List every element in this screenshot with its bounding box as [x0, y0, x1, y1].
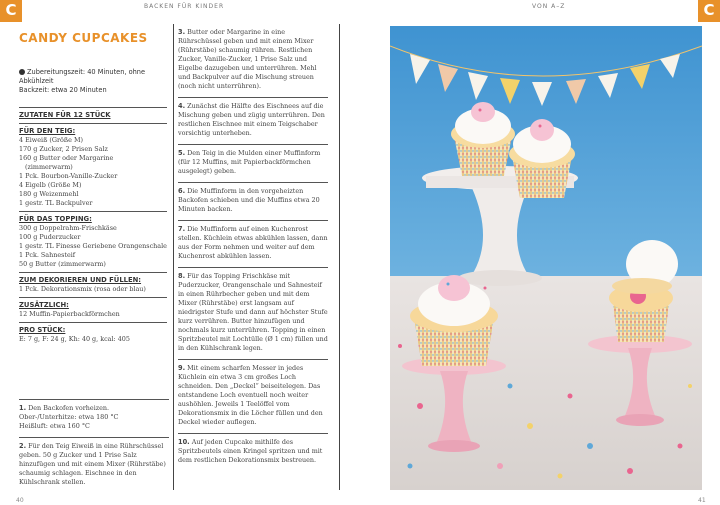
topping-heading: FÜR DAS TOPPING:	[19, 211, 167, 224]
step-5: 5. Den Teig in die Mulden einer Muffinform (für 12 Muffins, mit Papierbackförmchen ausgelegt) geben.	[178, 144, 328, 176]
clock-icon	[19, 69, 25, 75]
ingredient-line: 1 Pck. Bourbon-Vanille-Zucker	[19, 172, 118, 180]
ingredient-line: 12 Muffin-Papierbackförmchen	[19, 310, 120, 318]
page-number-left: 40	[16, 497, 24, 504]
nutrition-heading: PRO STÜCK:	[19, 322, 167, 335]
steps-column-2	[178, 28, 328, 471]
ingredient-line: 160 g Butter oder Margarine	[19, 154, 114, 162]
ingredient-line: 100 g Puderzucker	[19, 233, 81, 241]
ingredient-line: 4 Eiweiß (Größe M)	[19, 136, 84, 144]
running-head-right: VON A–Z	[532, 3, 566, 10]
ingredient-line: 300 g Doppelrahm-Frischkäse	[19, 224, 117, 232]
step-1: 1. Den Backofen vorheizen. Ober-/Unterhitze: etwa 180 °C Heißluft: etwa 160 °C	[19, 399, 169, 431]
page-edge-divider	[339, 24, 340, 490]
index-tab-left: C	[0, 0, 22, 22]
ingredients-column	[19, 104, 167, 344]
step-3: 3. Butter oder Margarine in eine Rührschüssel geben und mit einem Mixer (Rührstäbe) schaumig rühren. Restlichen Zucker, Vanille-Zucker, 1 Prise Salz und Eigelbe dazugeben und unterrühren. Mehl und Backpulver auf die Mischung streuen (noch nicht unterrühren).	[178, 28, 317, 90]
ingredient-line: 1 gestr. TL Finesse Geriebene Orangenschale	[19, 242, 167, 250]
ingredient-line: 180 g Weizenmehl	[19, 190, 79, 198]
extra-heading: ZUSÄTZLICH:	[19, 297, 167, 310]
right-page	[360, 0, 720, 505]
ingredients-yield: ZUTATEN FÜR 12 STÜCK	[19, 107, 167, 120]
nutrition-line: E: 7 g, F: 24 g, Kh: 40 g, kcal: 405	[19, 335, 130, 343]
ingredient-line: 1 Pck. Sahnesteif	[19, 251, 76, 259]
running-head-left: BACKEN FÜR KINDER	[144, 3, 225, 10]
recipe-meta	[19, 68, 169, 95]
recipe-title: CANDY CUPCAKES	[19, 31, 148, 45]
ingredient-line: 170 g Zucker, 2 Prisen Salz	[19, 145, 108, 153]
ingredient-line: (zimmerwarm)	[25, 163, 73, 171]
ingredient-line: 1 gestr. TL Backpulver	[19, 199, 93, 207]
step-10: 10. Auf jeden Cupcake mithilfe des Spritzbeutels einen Kringel spritzen und mit dem restlichen Dekorationsmix bestreuen.	[178, 433, 328, 465]
bake-time: Backzeit: etwa 20 Minuten	[19, 86, 107, 94]
step-4: 4. Zunächst die Hälfte des Eischnees auf die Mischung geben und zügig unterrühren. Den restlichen Eischnee mit einem Teigschaber vorsichtig unterheben.	[178, 97, 328, 138]
dough-heading: FÜR DEN TEIG:	[19, 123, 167, 136]
ingredient-line: 50 g Butter (zimmerwarm)	[19, 260, 106, 268]
decor-heading: ZUM DEKORIEREN UND FÜLLEN:	[19, 272, 167, 285]
column-divider	[173, 24, 174, 490]
ingredient-line: 1 Pck. Dekorationsmix (rosa oder blau)	[19, 285, 146, 293]
index-tab-right: C	[698, 0, 720, 22]
page-number-right: 41	[698, 497, 706, 504]
step-8: 8. Für das Topping Frischkäse mit Puderzucker, Orangenschale und Sahnesteif in einen Rührbecher geben und mit dem Mixer (Rührstäbe) erst langsam auf niedrigster Stufe und dann auf höchster Stufe kurz verrühren. Butter hinzufügen und nochmals kurz unterrühren. Topping in einen Spritzbeutel mit Lochtülle (Ø 1 cm) füllen und in den Kühlschrank legen.	[178, 267, 328, 353]
steps-column-1	[19, 399, 169, 493]
ingredient-line: 4 Eigelb (Größe M)	[19, 181, 82, 189]
step-6: 6. Die Muffinform in den vorgeheizten Backofen schieben und die Muffins etwa 20 Minuten backen.	[178, 182, 328, 214]
step-2: 2. Für den Teig Eiweiß in eine Rührschüssel geben. 50 g Zucker und 1 Prise Salz hinzufügen und mit einem Mixer (Rührstäbe) schaumig schlagen. Eischnee in den Kühlschrank stellen.	[19, 437, 169, 487]
step-7: 7. Die Muffinform auf einen Kuchenrost stellen. Küchlein etwas abkühlen lassen, dann aus der Form nehmen und weiter auf dem Kuchenrost abkühlen lassen.	[178, 220, 328, 261]
prep-time: Zubereitungszeit: 40 Minuten, ohne Abkühlzeit	[19, 68, 146, 85]
cupcake-photo	[390, 26, 702, 490]
step-9: 9. Mit einem scharfen Messer in jedes Küchlein ein etwa 3 cm großes Loch schneiden. Den „Deckel“ beiseitelegen. Das entstandene Loch eventuell noch weiter aushöhlen. Jeweils 1 Teelöffel vom Dekorationsmix in die Löcher füllen und den Deckel wieder auflegen.	[178, 359, 328, 427]
